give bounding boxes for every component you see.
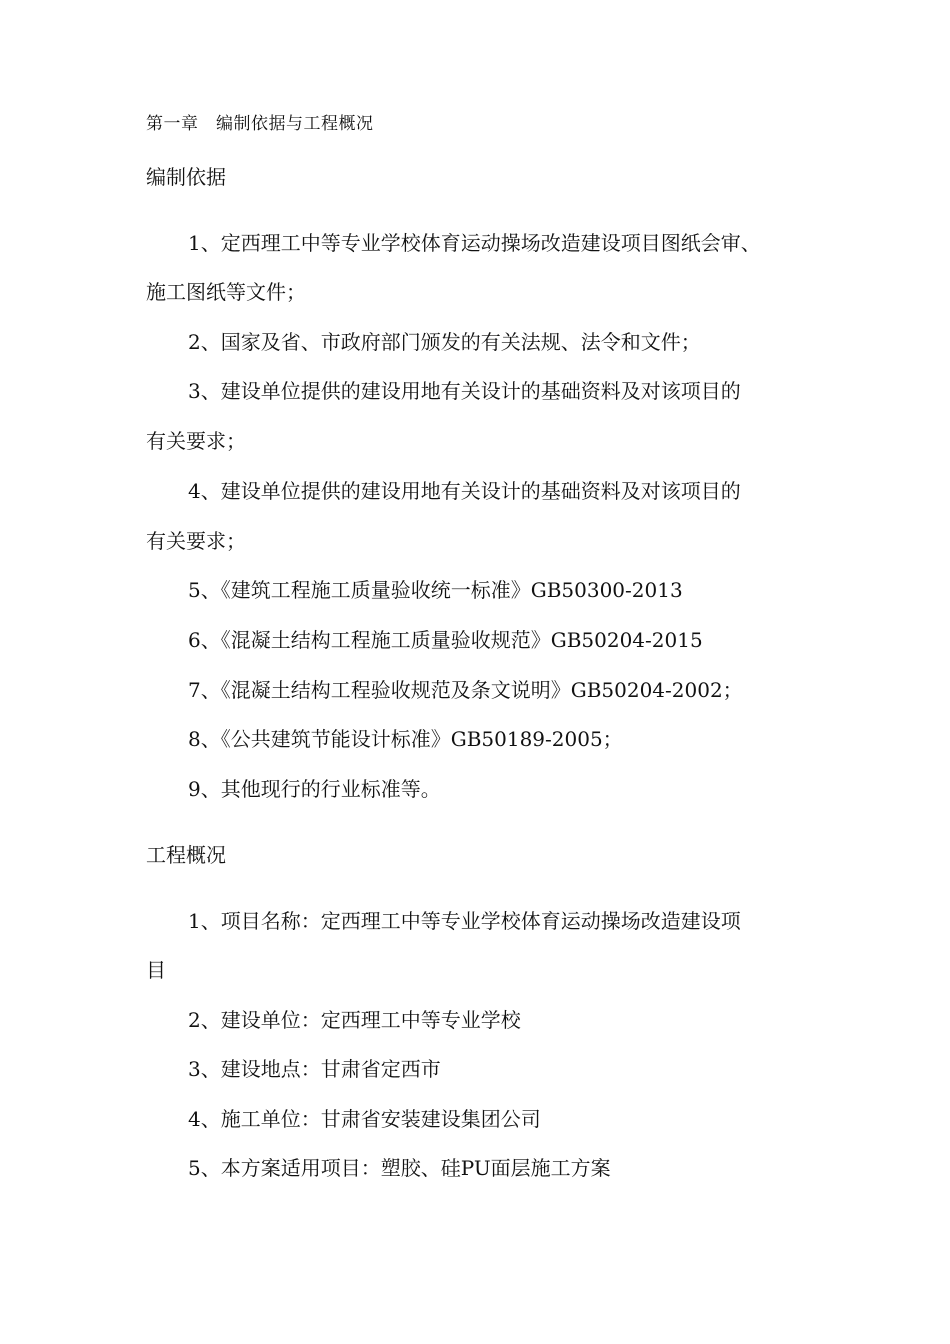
- basis-item-1: 1、定西理工中等专业学校体育运动操场改造建设项目图纸会审、: [188, 231, 761, 255]
- basis-item-6: 6、《混凝土结构工程施工质量验收规范》GB50204-2015: [188, 628, 703, 652]
- overview-item-3: 3、建设地点：甘肃省定西市: [188, 1057, 441, 1081]
- overview-item-4: 4、施工单位：甘肃省安装建设集团公司: [188, 1107, 541, 1131]
- overview-item-2: 2、建设单位：定西理工中等专业学校: [188, 1008, 521, 1032]
- overview-item-5: 5、本方案适用项目：塑胶、硅PU面层施工方案: [188, 1156, 611, 1180]
- basis-item-4: 4、建设单位提供的建设用地有关设计的基础资料及对该项目的: [188, 479, 741, 503]
- section-heading-overview: 工程概况: [146, 843, 226, 867]
- overview-item-1: 1、项目名称：定西理工中等专业学校体育运动操场改造建设项: [188, 909, 741, 933]
- section-heading-basis: 编制依据: [146, 165, 226, 189]
- basis-item-5: 5、《建筑工程施工质量验收统一标准》GB50300-2013: [188, 578, 683, 602]
- basis-item-4-continuation: 有关要求；: [146, 529, 246, 553]
- basis-item-2: 2、国家及省、市政府部门颁发的有关法规、法令和文件；: [188, 330, 701, 354]
- chapter-title: 第一章 编制依据与工程概况: [146, 114, 374, 134]
- basis-item-3: 3、建设单位提供的建设用地有关设计的基础资料及对该项目的: [188, 379, 741, 403]
- basis-item-3-continuation: 有关要求；: [146, 429, 246, 453]
- basis-item-8: 8、《公共建筑节能设计标准》GB50189-2005；: [188, 727, 623, 751]
- basis-item-1-continuation: 施工图纸等文件；: [146, 280, 306, 304]
- overview-item-1-continuation: 目: [146, 958, 166, 982]
- basis-item-7: 7、《混凝土结构工程验收规范及条文说明》GB50204-2002；: [188, 678, 743, 702]
- basis-item-9: 9、其他现行的行业标准等。: [188, 777, 441, 801]
